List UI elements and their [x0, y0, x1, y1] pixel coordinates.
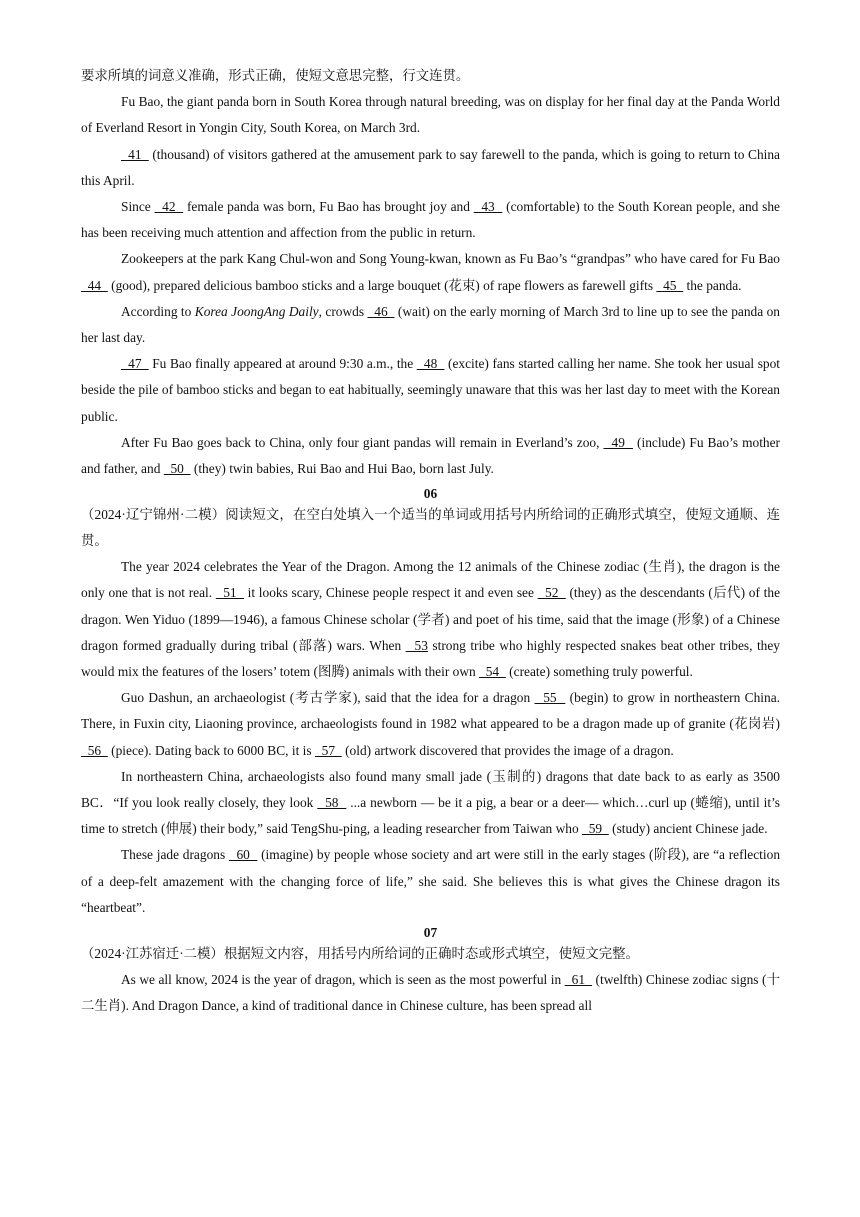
paragraph [81, 142, 780, 194]
paragraph-text: In northeastern China, archaeologists also found many small jade (玉制的) dragons that date back to as early as 3500 BC．“If you look really closely, they look 58 ...a newborn — be it a pig, a bear or a deer— which…curl up (蜷缩), until it’s time to stretch (伸展) their body,” said TengShu-ping, a leading researcher from Taiwan who 59 (study) ancient Chinese jade. [81, 768, 781, 837]
paragraph-text: As we all know, 2024 is the year of dragon, which is seen as the most powerful in 61 (twelfth) Chinese zodiac signs (十二生肖). And Dragon Dance, a kind of traditional dance in Chinese culture, has been spread all [81, 972, 781, 1014]
paragraph-text: 41 (thousand) of visitors gathered at the amusement park to say farewell to the panda, which is going to return to China this April. [81, 146, 780, 188]
answer-blank-41: 41 [121, 146, 149, 162]
passage-06 [81, 554, 780, 921]
answer-blank-47: 47 [121, 356, 149, 372]
passage-05 [81, 89, 780, 482]
paragraph [81, 89, 780, 141]
paragraph-text: According to Korea JoongAng Daily, crowds 46 (wait) on the early morning of March 3rd to line up to see the panda on her last day. [81, 303, 780, 346]
answer-blank-60: 60 [228, 847, 258, 863]
answer-blank-61: 61 [564, 972, 593, 988]
paragraph-text: Since 42 female panda was born, Fu Bao has brought joy and 43 (comfortable) to the South Korean people, and she has been receiving much attention and affection from the public in return. [81, 199, 780, 241]
answer-blank-57: 57 [314, 742, 342, 758]
answer-blank-50: 50 [163, 461, 191, 477]
question-number: 06 [423, 486, 438, 502]
answer-blank-59: 59 [582, 821, 609, 837]
question-number: 07 [423, 925, 438, 941]
paragraph-text: 47 Fu Bao finally appeared at around 9:30 a.m., the 48 (excite) fans started calling her name. She took her usual spot beside the pile of bamboo sticks and began to eat habitually, seemingly unaware that this was her last day to meet with the Korean public. [81, 356, 781, 424]
paragraph-text: Zookeepers at the park Kang Chul-won and Song Young-kwan, known as Fu Bao’s “grandpas” who have cared for Fu Bao 44 (good), prepared delicious bamboo sticks and a large bouquet (花束) of rape flowers as farewell gifts 45 the panda. [81, 251, 780, 293]
answer-blank-52: 52 [537, 585, 566, 601]
paragraph [81, 554, 780, 685]
answer-blank-44: 44 [81, 277, 108, 293]
answer-blank-56: 56 [81, 742, 108, 758]
page-content [81, 63, 780, 1020]
paragraph [81, 194, 780, 246]
paragraph [81, 351, 780, 430]
paragraph [81, 246, 780, 298]
answer-blank-51: 51 [215, 585, 244, 601]
paragraph-text: The year 2024 celebrates the Year of the Dragon. Among the 12 animals of the Chinese zodiac (生肖), the dragon is the only one that is not real. 51 it looks scary, Chinese people respect it and even see 52 (they) as the descendants (后代) of the dragon. Wen Yiduo (1899—1946), a famous Chinese scholar (学者) and poet of his time, said that the image (形象) of a Chinese dragon formed gradually during tribal (部落) wars. When 53 strong tribe who highly respected snakes beat other tribes, they would mix the features of the losers’ totem (图腾) animals with their own 54 (create) something truly powerful. [81, 559, 781, 680]
paragraph [81, 299, 780, 351]
instruction-tail: 要求所填的词意义准确，形式正确，使短文意思完整，行文连贯。 [81, 68, 470, 83]
answer-blank-55: 55 [534, 690, 566, 706]
answer-blank-43: 43 [473, 199, 503, 215]
passage-07 [81, 967, 780, 1019]
newspaper-title: Korea JoongAng Daily [194, 303, 319, 319]
answer-blank-48: 48 [416, 356, 445, 372]
answer-blank-49: 49 [603, 434, 633, 450]
answer-blank-54: 54 [479, 664, 506, 680]
question-source: （2024·辽宁锦州·二模）阅读短文，在空白处填入一个适当的单词或用括号内所给词的正确形式填空，使短文通顺、连贯。 [81, 507, 780, 549]
answer-blank-46: 46 [367, 303, 395, 319]
paragraph-text: These jade dragons 60 (imagine) by people whose society and art were still in the early stages (阶段), are “a reflection of a deep-felt amazement with the changing force of life,” she said. She believes this is what gives the Chinese dragon its “heartbeat”. [81, 847, 781, 915]
answer-blank-42: 42 [154, 199, 184, 215]
paragraph-text: After Fu Bao goes back to China, only four giant pandas will remain in Everland’s zoo, 49 (include) Fu Bao’s mother and father, and 50 (they) twin babies, Rui Bao and Hui Bao, born last July. [81, 434, 781, 477]
paragraph [81, 764, 780, 843]
paragraph [81, 430, 780, 482]
question-source: （2024·江苏宿迁·二模）根据短文内容，用括号内所给词的正确时态或形式填空，使短文完整。 [81, 946, 639, 962]
answer-blank-53: 53 [405, 637, 428, 653]
answer-blank-58: 58 [317, 795, 347, 811]
paragraph [81, 842, 780, 921]
paragraph-text: Guo Dashun, an archaeologist (考古学家), said that the idea for a dragon 55 (begin) to grow in northeastern China. There, in Fuxin city, Liaoning province, archaeologists found in 1982 what appeared to be a dragon made up of granite (花岗岩) 56 (piece). Dating back to 6000 BC, it is 57 (old) artwork discovered that provides the image of a dragon. [81, 690, 780, 758]
paragraph-text: Fu Bao, the giant panda born in South Korea through natural breeding, was on display for her final day at the Panda World of Everland Resort in Yongin City, South Korea, on March 3rd. [81, 94, 780, 136]
answer-blank-45: 45 [656, 277, 684, 293]
paragraph [81, 685, 780, 764]
paragraph [81, 967, 780, 1019]
